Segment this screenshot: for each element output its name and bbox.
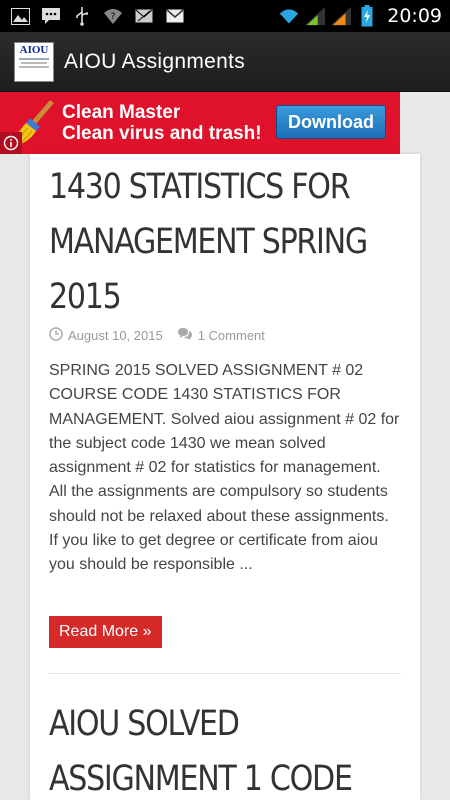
battery-charging-icon — [357, 6, 377, 26]
ad-headline: Clean Master — [62, 102, 181, 123]
ad-subline: Clean virus and trash! — [62, 123, 262, 144]
post-excerpt: SPRING 2015 SOLVED ASSIGNMENT # 02 COURSE CODE 1430 STATISTICS FOR MANAGEMENT. Solved aiou assignment # 02 for the subject code 1430 we mean solved assignment # 02 for statistics for management. All the assignments are compulsory so students should not be relaxed about these assignments. If you like to get degree or certificate from aiou you should be responsible ... — [49, 362, 400, 574]
image-icon — [10, 6, 30, 26]
gmail-icon — [165, 6, 185, 26]
app-logo[interactable]: AIOU — [14, 42, 54, 82]
post-divider — [49, 673, 401, 674]
info-icon[interactable] — [0, 132, 22, 154]
usb-icon — [72, 6, 92, 26]
clock: 20:09 — [387, 5, 442, 27]
read-more-button[interactable]: Read More » — [49, 616, 162, 648]
ad-download-button[interactable]: Download — [276, 105, 386, 139]
comments-icon — [177, 327, 193, 344]
app-title: AIOU Assignments — [64, 49, 246, 73]
chat-icon — [41, 6, 61, 26]
clock-icon — [49, 327, 63, 344]
action-bar — [0, 32, 450, 92]
svg-text:?: ? — [110, 12, 116, 22]
status-bar — [0, 0, 450, 32]
mail-icon — [134, 6, 154, 26]
comments-link[interactable]: 1 Comment — [197, 328, 265, 343]
wifi-icon — [279, 6, 299, 26]
content-card — [30, 154, 420, 800]
post-date: August 10, 2015 — [68, 328, 163, 343]
wifi-off-icon — [103, 6, 123, 26]
post-title[interactable]: AIOU SOLVED ASSIGNMENT 1 CODE — [49, 704, 352, 799]
ad-banner[interactable] — [0, 92, 400, 154]
post-meta — [49, 327, 265, 344]
signal-icon — [331, 6, 351, 26]
post-title[interactable]: 1430 STATISTICS FOR MANAGEMENT SPRING 2015 — [49, 167, 367, 317]
signal-icon — [305, 6, 325, 26]
